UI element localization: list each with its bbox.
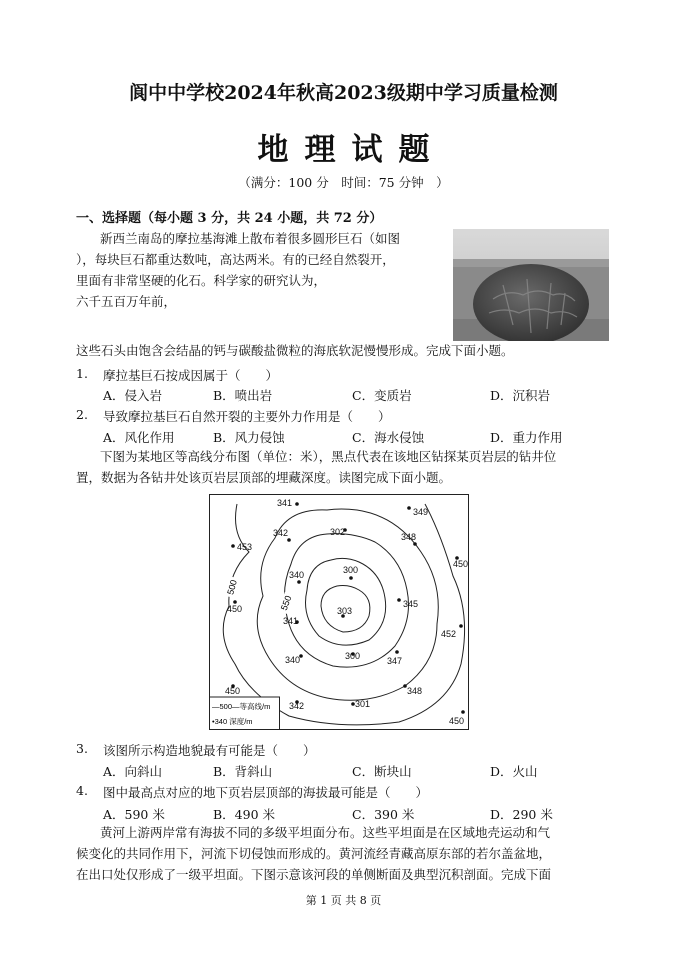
exam-title: 阆中中学校2024年秋高2023级期中学习质量检测 [129, 82, 558, 104]
well-label: 450 [449, 716, 465, 726]
passage1-line3: 里面有非常坚硬的化石。科学家的研究认为， [76, 273, 327, 288]
well-label: 450 [453, 559, 469, 569]
well-label: 340 [289, 570, 305, 580]
q4-option-d[interactable]: D．290 米 [490, 807, 553, 822]
q4-option-c[interactable]: C．390 米 [352, 807, 415, 822]
q3-stem: 该图所示构造地貌最有可能是（ ） [103, 743, 316, 758]
well-label: 342 [289, 701, 305, 711]
well-label: 341 [283, 616, 299, 626]
q2-option-a[interactable]: A．风化作用 [103, 430, 175, 445]
well-label: 342 [273, 528, 289, 538]
q3-number: 3. [76, 741, 88, 756]
well-label: 450 [225, 686, 241, 696]
passage1-line5: 这些石头由饱含会结晶的钙与碳酸盐微粒的海底软泥慢慢形成。完成下面小题。 [76, 343, 514, 358]
passage1-line1: 新西兰南岛的摩拉基海滩上散布着很多圆形巨石（如图 [100, 231, 401, 246]
well-label: 349 [413, 507, 429, 517]
section-title: 一、选择题（每小题 3 分，共 24 小题，共 72 分） [76, 211, 383, 226]
q2-option-d[interactable]: D．重力作用 [490, 430, 563, 445]
contour-map [209, 494, 469, 730]
q1-stem: 摩拉基巨石按成因属于（ ） [103, 368, 279, 383]
q2-option-c[interactable]: C．海水侵蚀 [352, 430, 425, 445]
exam-meta: （满分：100 分 时间：75 分钟 ） [238, 175, 449, 190]
well-label: 301 [355, 699, 371, 709]
q3-option-b[interactable]: B．背斜山 [213, 764, 273, 779]
well-label: 452 [441, 629, 457, 639]
boulder-photo [453, 229, 609, 341]
q2-stem: 导致摩拉基巨石自然开裂的主要外力作用是（ ） [103, 409, 391, 424]
q3-option-c[interactable]: C．断块山 [352, 764, 412, 779]
well-label: 453 [237, 542, 253, 552]
q4-option-b[interactable]: B．490 米 [213, 807, 276, 822]
well-label: 450 [227, 604, 243, 614]
q1-option-c[interactable]: C．变质岩 [352, 388, 412, 403]
q2-option-b[interactable]: B．风力侵蚀 [213, 430, 285, 445]
subject-title: 地理试题 [257, 132, 446, 168]
well-label: 340 [285, 655, 301, 665]
well-label: 300 [345, 651, 361, 661]
q1-option-a[interactable]: A．侵入岩 [103, 388, 163, 403]
well-label: 302 [330, 527, 346, 537]
passage3-line2: 候变化的共同作用下，河流下切侵蚀而形成的。黄河流经青藏高原东部的若尔盖盆地， [76, 846, 552, 861]
q1-option-b[interactable]: B．喷出岩 [213, 388, 273, 403]
passage3-line3: 在出口处仅形成了一级平坦面。下图示意该河段的单侧断面及典型沉积剖面。完成下面 [76, 867, 552, 882]
well-label: 303 [337, 606, 353, 616]
well-label: 341 [277, 498, 293, 508]
passage3-line1: 黄河上游两岸常有海拔不同的多级平坦面分布。这些平坦面是在区域地壳运动和气 [100, 825, 551, 840]
passage2-line2: 置，数据为各钻井处该页岩层顶部的埋藏深度。读图完成下面小题。 [76, 470, 452, 485]
well-label: 348 [407, 686, 423, 696]
svg-text:500: 500 [225, 578, 239, 596]
well-label: 300 [343, 565, 359, 575]
q4-stem: 图中最高点对应的地下页岩层顶部的海拔最可能是（ ） [103, 785, 429, 800]
well-label: 345 [403, 599, 419, 609]
legend-contour: —500—等高线/m [212, 702, 271, 711]
passage2-line1: 下图为某地区等高线分布图（单位：米），黑点代表在该地区钻探某页岩层的钻井位 [100, 449, 557, 464]
legend-well: •340 深度/m [212, 717, 253, 726]
map-legend [210, 697, 280, 730]
q4-option-a[interactable]: A．590 米 [103, 807, 165, 822]
q1-number: 1. [76, 366, 88, 381]
passage1-line4: 六千五百万年前， [76, 294, 177, 309]
svg-text:550: 550 [278, 594, 294, 612]
q3-option-d[interactable]: D．火山 [490, 764, 538, 779]
well-label: 348 [401, 532, 417, 542]
q3-option-a[interactable]: A．向斜山 [103, 764, 163, 779]
well-label: 347 [387, 656, 403, 666]
page-number: 第 1 页 共 8 页 [305, 894, 382, 907]
passage1-line2: ），每块巨石都重达数吨，高达两米。有的已经自然裂开， [76, 252, 395, 267]
q1-option-d[interactable]: D．沉积岩 [490, 388, 551, 403]
q2-number: 2. [76, 407, 88, 422]
q4-number: 4. [76, 783, 88, 798]
